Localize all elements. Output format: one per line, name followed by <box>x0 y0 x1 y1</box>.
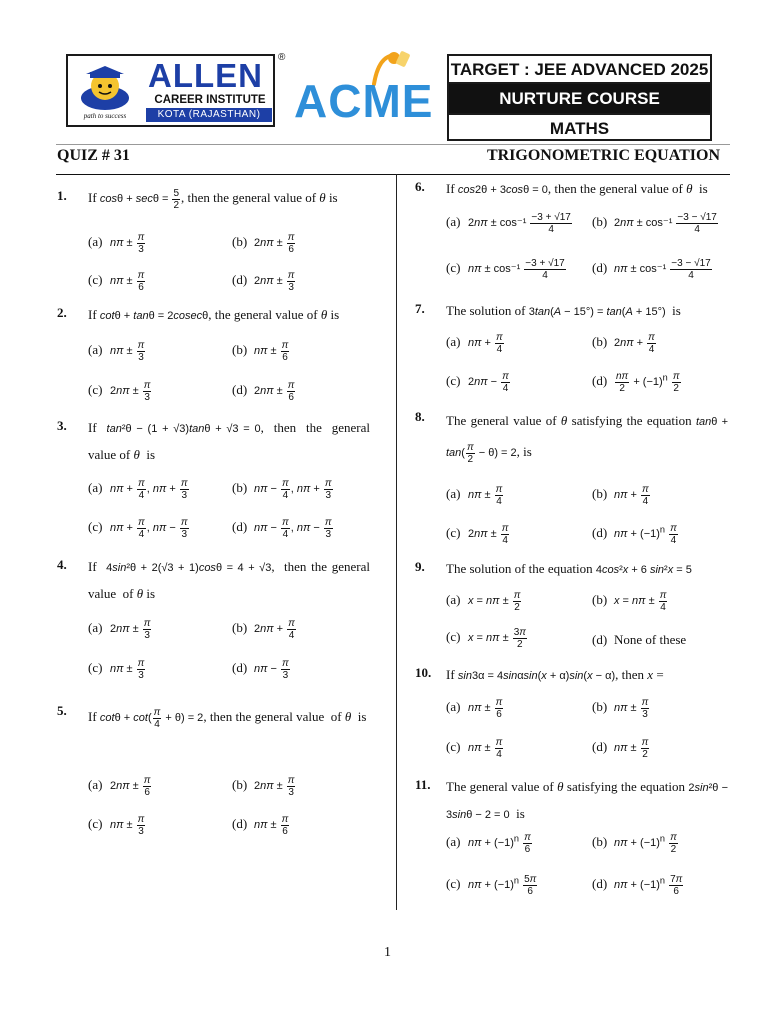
allen-wordmark: ALLEN <box>148 57 263 94</box>
option-5c[interactable]: (c) nπ ± $\frac{\pi}{3}$ <box>88 814 145 837</box>
question-text: If 4sin²θ + 2(√3 + 1)cosθ = 4 + √3, then the general value of θ is <box>88 559 371 601</box>
question-number: 2. <box>57 305 67 320</box>
option-7d[interactable]: (d) $\frac{n\pi}{2}$ + $(-1)^n$ $\frac{\pi}{2}$ <box>592 371 680 394</box>
option-6c[interactable]: (c) nπ ± cos⁻¹ $\frac{-3 + √17}{4}$ <box>446 258 565 281</box>
question-text: If cotθ + tanθ = 2cosecθ, the general value of θ is <box>88 307 340 322</box>
question-text: If cosθ + secθ = $\frac{5}{2}$ , then the general value of θ is <box>88 187 338 211</box>
option-9a[interactable]: (a) x = nπ ± $\frac{\pi}{2}$ <box>446 590 521 613</box>
option-11a[interactable]: (a) $n\pi + (-1)^n$ $\frac{\pi}{6}$ <box>446 832 531 855</box>
option-8b[interactable]: (b) nπ + $\frac{\pi}{4}$ <box>592 484 649 507</box>
allen-logo-box <box>66 54 275 127</box>
option-8c[interactable]: (c) 2nπ ± $\frac{\pi}{4}$ <box>446 523 509 546</box>
question-number: 1. <box>57 188 67 203</box>
acme-wordmark: ACME <box>294 75 434 127</box>
page-number: 1 <box>384 945 391 960</box>
option-7a[interactable]: (a) nπ + $\frac{\pi}{4}$ <box>446 332 503 355</box>
option-6a[interactable]: (a) 2nπ ± cos⁻¹ $\frac{-3 + √17}{4}$ <box>446 212 571 235</box>
option-4d[interactable]: (d) nπ − $\frac{\pi}{3}$ <box>232 658 289 681</box>
question-text: The general value of θ satisfying the equation tanθ + tan( $\frac{\pi}{2}$ − θ) = 2, is <box>446 413 728 465</box>
option-5d[interactable]: (d) nπ ± $\frac{\pi}{6}$ <box>232 814 289 837</box>
option-5a[interactable]: (a) 2nπ ± $\frac{\pi}{6}$ <box>88 775 151 798</box>
question-text: The solution of 3tan(A − 15°) = tan(A + 15°) is <box>446 303 681 318</box>
option-9b[interactable]: (b) x = nπ ± $\frac{\pi}{4}$ <box>592 590 667 613</box>
option-10d[interactable]: (d) nπ ± $\frac{\pi}{2}$ <box>592 737 649 760</box>
option-2d[interactable]: (d) 2nπ ± $\frac{\pi}{6}$ <box>232 380 295 403</box>
option-2b[interactable]: (b) nπ ± $\frac{\pi}{6}$ <box>232 340 289 363</box>
option-11c[interactable]: (c) $n\pi + (-1)^n$ $\frac{5\pi}{6}$ <box>446 874 537 897</box>
option-5b[interactable]: (b) 2nπ ± $\frac{\pi}{3}$ <box>232 775 295 798</box>
question-text: The solution of the equation 4cos²x + 6 sin²x = 5 <box>446 561 692 576</box>
option-10b[interactable]: (b) nπ ± $\frac{\pi}{3}$ <box>592 697 649 720</box>
column-divider <box>396 174 397 910</box>
option-2a[interactable]: (a) nπ ± $\frac{\pi}{3}$ <box>88 340 145 363</box>
option-9d[interactable]: (d) None of these <box>592 632 687 647</box>
quiz-topic: TRIGONOMETRIC EQUATION <box>486 147 720 164</box>
option-3b[interactable]: (b) nπ − $\frac{\pi}{4}$ , nπ + $\frac{\pi}{3}$ <box>232 478 332 501</box>
option-4b[interactable]: (b) 2nπ + $\frac{\pi}{4}$ <box>232 618 295 641</box>
title-rule <box>56 174 730 175</box>
question-text: If tan²θ − (1 + √3)tanθ + √3 = 0, then the general value of θ is <box>88 420 371 462</box>
option-11d[interactable]: (d) $n\pi + (-1)^n$ $\frac{7\pi}{6}$ <box>592 874 683 897</box>
question-number: 10. <box>415 665 432 680</box>
option-4a[interactable]: (a) 2nπ ± $\frac{\pi}{3}$ <box>88 618 151 641</box>
course-label: NURTURE COURSE <box>449 84 710 113</box>
allen-tagline: path to success <box>83 112 127 120</box>
option-1b[interactable]: (b) 2nπ ± $\frac{\pi}{6}$ <box>232 232 295 255</box>
question-number: 9. <box>415 559 425 574</box>
option-10c[interactable]: (c) nπ ± $\frac{\pi}{4}$ <box>446 737 503 760</box>
option-8d[interactable]: (d) $n\pi + (-1)^n$ $\frac{\pi}{4}$ <box>592 523 677 546</box>
question-number: 5. <box>57 703 67 718</box>
registered-mark: ® <box>278 52 286 63</box>
option-4c[interactable]: (c) nπ ± $\frac{\pi}{3}$ <box>88 658 145 681</box>
option-1a[interactable]: (a) nπ ± $\frac{\pi}{3}$ <box>88 232 145 255</box>
subject-label: MATHS <box>449 113 710 141</box>
allen-mascot-logo <box>74 60 136 122</box>
option-3c[interactable]: (c) nπ + $\frac{\pi}{4}$ , nπ − $\frac{\pi}{3}$ <box>88 517 188 540</box>
question-number: 8. <box>415 409 425 424</box>
option-2c[interactable]: (c) 2nπ ± $\frac{\pi}{3}$ <box>88 380 151 403</box>
target-label: TARGET : JEE ADVANCED 2025 <box>449 56 710 84</box>
header-rule <box>56 144 730 145</box>
allen-city: KOTA (RAJASTHAN) <box>146 108 272 122</box>
option-10a[interactable]: (a) nπ ± $\frac{\pi}{6}$ <box>446 697 503 720</box>
option-11b[interactable]: (b) $n\pi + (-1)^n$ $\frac{\pi}{2}$ <box>592 832 677 855</box>
question-number: 3. <box>57 418 67 433</box>
question-text: If sin3α = 4sinαsin(x + α)sin(x − α), then x = <box>446 667 664 682</box>
course-info-box <box>447 54 712 141</box>
option-7c[interactable]: (c) 2nπ − $\frac{\pi}{4}$ <box>446 371 509 394</box>
question-text: If cos2θ + 3cosθ = 0, then the general value of θ is <box>446 181 708 196</box>
option-6b[interactable]: (b) 2nπ ± cos⁻¹ $\frac{-3 - √17}{4}$ <box>592 212 717 235</box>
question-number: 11. <box>415 777 431 792</box>
question-text: If cotθ + cot( $\frac{\pi}{4}$ + θ) = 2, then the general value of θ is <box>88 706 367 730</box>
option-9c[interactable]: (c) x = nπ ± $\frac{3\pi}{2}$ <box>446 627 526 650</box>
option-8a[interactable]: (a) nπ ± $\frac{\pi}{4}$ <box>446 484 503 507</box>
option-7b[interactable]: (b) 2nπ + $\frac{\pi}{4}$ <box>592 332 655 355</box>
option-6d[interactable]: (d) nπ ± cos⁻¹ $\frac{-3 - √17}{4}$ <box>592 258 711 281</box>
option-3d[interactable]: (d) nπ − $\frac{\pi}{4}$ , nπ − $\frac{\pi}{3}$ <box>232 517 332 540</box>
question-number: 7. <box>415 301 425 316</box>
option-1c[interactable]: (c) nπ ± $\frac{\pi}{6}$ <box>88 270 145 293</box>
question-text: The general value of θ satisfying the equation 2sin²θ − 3sinθ − 2 = 0 is <box>446 779 729 821</box>
quiz-number: QUIZ # 31 <box>57 147 130 164</box>
question-number: 6. <box>415 179 425 194</box>
option-1d[interactable]: (d) 2nπ ± $\frac{\pi}{3}$ <box>232 270 295 293</box>
question-number: 4. <box>57 557 67 572</box>
option-3a[interactable]: (a) nπ + $\frac{\pi}{4}$ , nπ + $\frac{\pi}{3}$ <box>88 478 188 501</box>
allen-subtitle: CAREER INSTITUTE <box>154 94 266 106</box>
